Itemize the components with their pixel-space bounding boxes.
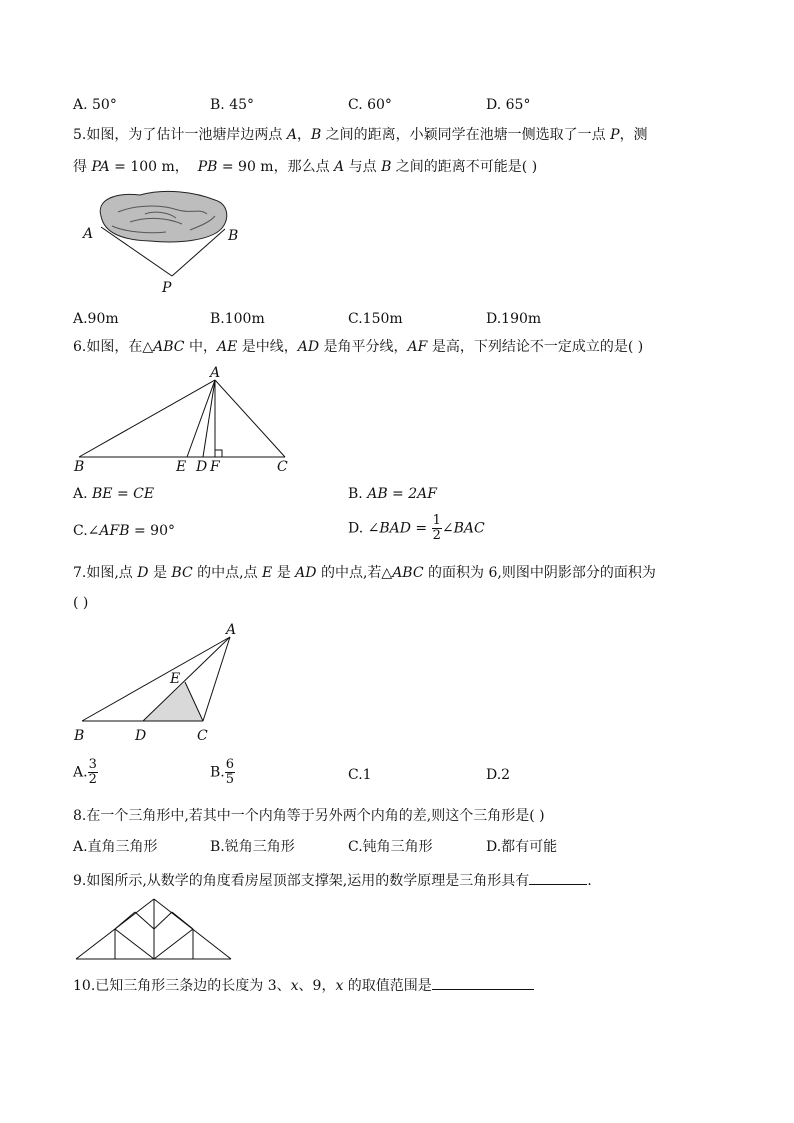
q8-text: 8.在一个三角形中,若其中一个内角等于另外两个内角的差,则这个三角形是( ) bbox=[73, 808, 545, 824]
fraction-three-halves: $\frac{3}{2}$ bbox=[88, 757, 97, 787]
label-d: D bbox=[135, 728, 147, 744]
q6-option-a: A. BE = CE bbox=[73, 486, 155, 502]
q4-option-d: D. 65° bbox=[486, 97, 531, 113]
label-b: B bbox=[228, 228, 239, 244]
label-c: C bbox=[277, 459, 288, 475]
q8-option-c: C.钝角三角形 bbox=[348, 839, 433, 855]
q6-option-c: C.∠AFB = 90° bbox=[73, 523, 175, 539]
q7-text: 7.如图,点 D 是 BC 的中点,点 E 是 AD 的中点,若△ABC 的面积为 6,则图中阴影部分的面积为 bbox=[73, 565, 656, 581]
label-a: A bbox=[210, 365, 221, 381]
fraction-six-fifths: $\frac{6}{5}$ bbox=[225, 757, 235, 787]
q8-option-b: B.锐角三角形 bbox=[210, 839, 295, 855]
fraction-one-half: $\frac{1}{2}$ bbox=[432, 513, 441, 543]
q5-option-b: B.100m bbox=[210, 311, 265, 327]
q5-option-c: C.150m bbox=[348, 311, 403, 327]
label-f: F bbox=[210, 459, 220, 475]
label-b: B bbox=[74, 459, 85, 475]
q6-text: 6.如图，在△ABC 中，AE 是中线，AD 是角平分线，AF 是高，下列结论不一定成立的是( ) bbox=[73, 339, 644, 355]
q6-option-d: D. ∠BAD = $\frac{1}{2}$ ∠BAC bbox=[348, 513, 485, 543]
label-a: A bbox=[83, 226, 94, 242]
q6-option-b: B. AB = 2AF bbox=[348, 486, 437, 502]
q9-text: 9.如图所示,从数学的角度看房屋顶部支撑架,运用的数学原理是三角形具有 . bbox=[73, 870, 592, 890]
q4-option-b: B. 45° bbox=[210, 97, 255, 113]
q5-option-a: A.90m bbox=[73, 311, 119, 327]
label-p: P bbox=[162, 280, 172, 296]
q5-option-d: D.190m bbox=[486, 311, 542, 327]
label-c: C bbox=[197, 728, 208, 744]
q7-option-b: B. $\frac{6}{5}$ bbox=[210, 757, 235, 787]
q7-option-c: C.1 bbox=[348, 767, 372, 783]
q4-option-c: C. 60° bbox=[348, 97, 392, 113]
q7-text-bracket: ( ) bbox=[73, 595, 89, 611]
q10-text: 10.已知三角形三条边的长度为 3、x、9，x 的取值范围是 bbox=[73, 975, 534, 995]
q8-option-a: A.直角三角形 bbox=[73, 839, 158, 855]
answer-blank[interactable] bbox=[432, 975, 534, 990]
label-b: B bbox=[74, 728, 85, 744]
label-d: D bbox=[196, 459, 208, 475]
q7-option-d: D.2 bbox=[486, 767, 511, 783]
label-a: A bbox=[226, 622, 237, 638]
label-e: E bbox=[170, 671, 181, 687]
q5-text-line2: 得 PA = 100 m， PB = 90 m，那么点 A 与点 B 之间的距离不可能是( ) bbox=[73, 159, 538, 175]
q5-text-line1: 5.如图，为了估计一池塘岸边两点 A，B 之间的距离，小颖同学在池塘一侧选取了一点 P，测 bbox=[73, 127, 648, 143]
q7-option-a: A. $\frac{3}{2}$ bbox=[73, 757, 97, 787]
q4-option-a: A. 50° bbox=[73, 97, 117, 113]
label-e: E bbox=[176, 459, 187, 475]
q8-option-d: D.都有可能 bbox=[486, 839, 558, 855]
